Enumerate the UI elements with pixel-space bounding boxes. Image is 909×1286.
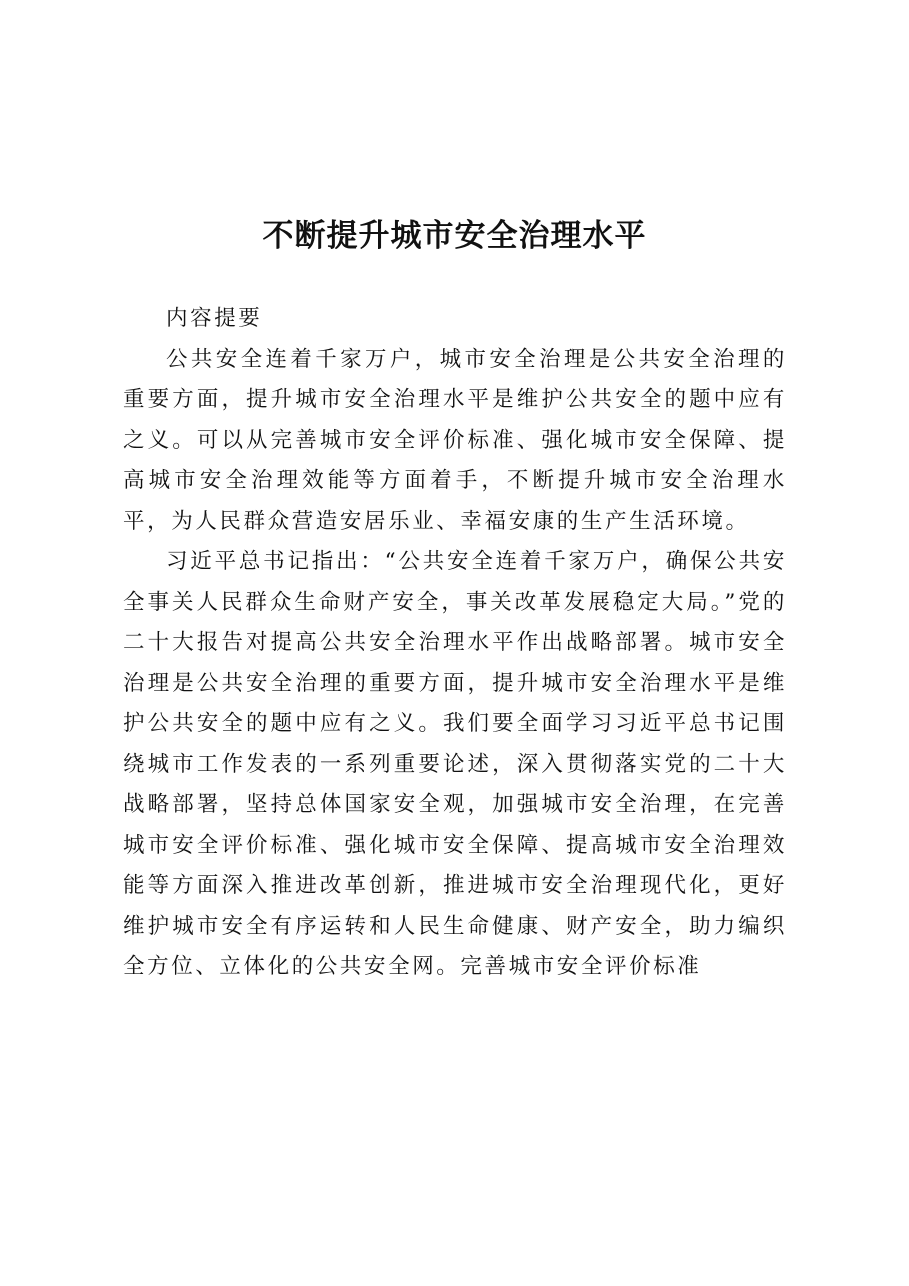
document-body (123, 299, 787, 988)
section-heading-summary: 内容提要 (166, 306, 263, 331)
body-paragraph: 习近平总书记指出：“公共安全连着千家万户，确保公共安全事关人民群众生命财产安全，事关改革发展稳定大局。”党的二十大报告对提高公共安全治理水平作出战略部署。城市安全治理是公共安全治理的重要方面，提升城市安全治理水平是维护公共安全的题中应有之义。我们要全面学习习近平总书记围绕城市工作发表的一系列重要论述，深入贯彻落实党的二十大战略部署，坚持总体国家安全观，加强城市安全治理，在完善城市安全评价标准、强化城市安全保障、提高城市安全治理效能等方面深入推进改革创新，推进城市安全治理现代化，更好维护城市安全有序运转和人民生命健康、财产安全，助力编织全方位、立体化的公共安全网。完善城市安全评价标准 (123, 549, 787, 979)
summary-paragraph: 公共安全连着千家万户，城市安全治理是公共安全治理的重要方面，提升城市安全治理水平是维护公共安全的题中应有之义。可以从完善城市安全评价标准、强化城市安全保障、提高城市安全治理效能等方面着手，不断提升城市安全治理水平，为人民群众营造安居乐业、幸福安康的生产生活环境。 (123, 346, 787, 534)
document-title: 不断提升城市安全治理水平 (262, 218, 647, 254)
